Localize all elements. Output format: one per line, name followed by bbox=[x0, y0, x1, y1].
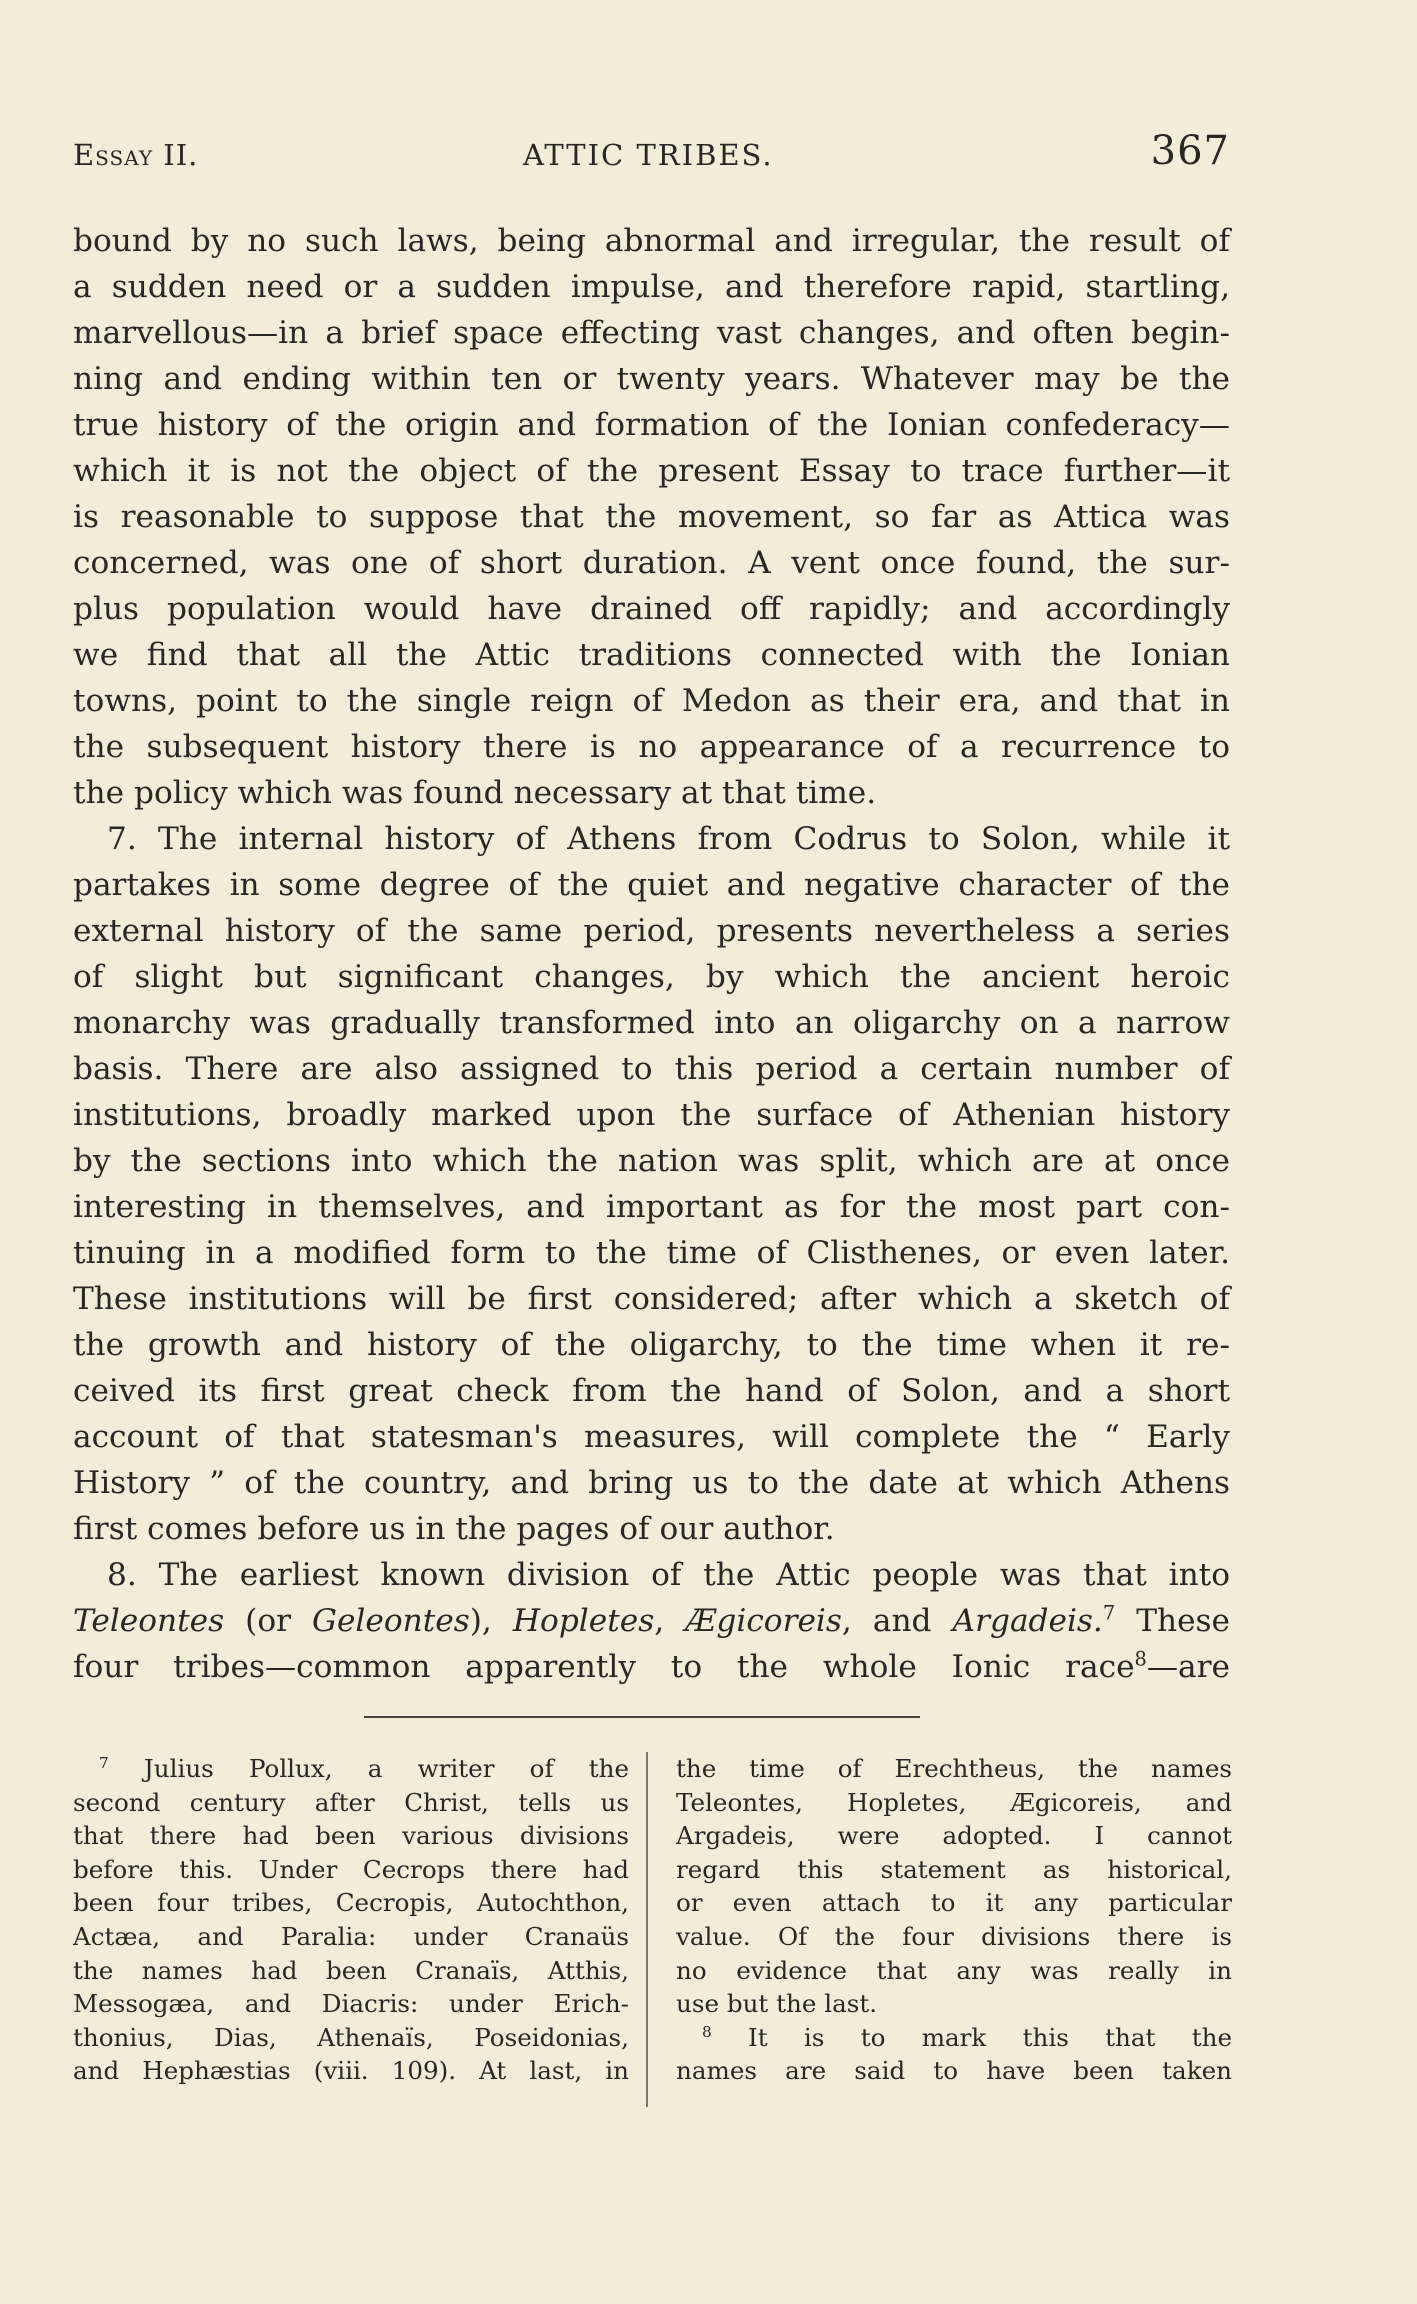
text-line: a sudden need or a sudden impulse, and therefore rapid, startling, bbox=[73, 269, 1230, 305]
text-line: external history of the same period, presents nevertheless a series bbox=[73, 913, 1230, 949]
text-line: the subsequent history there is no appearance of a recurrence to bbox=[73, 729, 1230, 765]
text-line: the policy which was found necessary at that time. bbox=[73, 775, 877, 811]
footnote-column-left bbox=[73, 1752, 629, 2088]
footnote-column-divider bbox=[646, 1752, 648, 2107]
text-line: account of that statesman's measures, will complete the “ Early bbox=[73, 1419, 1230, 1455]
tribe-geleontes: Geleontes bbox=[312, 1603, 470, 1639]
text-line: bound by no such laws, being abnormal and irregular, the result of bbox=[73, 223, 1230, 259]
text-line: true history of the origin and formation of the Ionian confederacy— bbox=[73, 407, 1230, 443]
text-line: concerned, was one of short duration. A vent once found, the sur- bbox=[73, 545, 1230, 581]
text-fragment: four tribes—common apparently to the whole Ionic race bbox=[73, 1649, 1135, 1685]
text-fragment: (or bbox=[224, 1603, 313, 1639]
text-line-tribes bbox=[73, 1598, 1230, 1644]
chapter-title: ATTIC TRIBES. bbox=[523, 138, 774, 172]
footnote-7-line bbox=[73, 1752, 629, 1786]
footnote-ref-7[interactable]: 7 bbox=[1102, 1601, 1116, 1625]
text-line: ning and ending within ten or twenty years. Whatever may be the bbox=[73, 361, 1230, 397]
footnote-7-line: before this. Under Cecrops there had bbox=[73, 1854, 629, 1884]
footnote-7-line: the names had been Cranaïs, Atthis, bbox=[73, 1955, 629, 1985]
footnote-separator bbox=[364, 1716, 920, 1718]
essay-label: Essay II. bbox=[73, 138, 199, 172]
footnote-7-line: value. Of the four divisions there is bbox=[676, 1921, 1232, 1951]
tribe-hopletes: Hopletes bbox=[512, 1603, 655, 1639]
text-line: by the sections into which the nation was split, which are at once bbox=[73, 1143, 1230, 1179]
footnote-text: It is to mark this that the bbox=[748, 2022, 1232, 2052]
text-line: partakes in some degree of the quiet and negative character of the bbox=[73, 867, 1230, 903]
text-line: tinuing in a modified form to the time of Clisthenes, or even later. bbox=[73, 1235, 1230, 1271]
text-line: first comes before us in the pages of our author. bbox=[73, 1511, 835, 1547]
text-line: towns, point to the single reign of Medon as their era, and that in bbox=[73, 683, 1230, 719]
footnote-7-line: no evidence that any was really in bbox=[676, 1955, 1232, 1985]
footnote-7-line: that there had been various divisions bbox=[73, 1821, 629, 1851]
footnote-7-line: and Hephæstias (viii. 109). At last, in bbox=[73, 2056, 629, 2086]
footnote-7-line: Messogæa, and Diacris: under Erich- bbox=[73, 1989, 629, 2019]
footnote-text: Julius Pollux, a writer of the bbox=[143, 1754, 629, 1783]
text-line: marvellous—in a brief space effecting vast changes, and often begin- bbox=[73, 315, 1230, 351]
footnote-7-line: Argadeis, were adopted. I cannot bbox=[676, 1821, 1232, 1851]
text-line: the growth and history of the oligarchy, to the time when it re- bbox=[73, 1327, 1230, 1363]
section-8-start: 8. The earliest known division of the Attic people was that into bbox=[107, 1557, 1230, 1593]
footnote-7-line: regard this statement as historical, bbox=[676, 1854, 1232, 1884]
footnote-8-line bbox=[676, 2021, 1232, 2055]
footnote-marker-8: 8 bbox=[702, 2022, 712, 2041]
text-line: which it is not the object of the present Essay to trace further—it bbox=[73, 453, 1230, 489]
text-fragment: —are bbox=[1146, 1649, 1230, 1685]
text-line: plus population would have drained off rapidly; and accordingly bbox=[73, 591, 1230, 627]
text-line: institutions, broadly marked upon the surface of Athenian history bbox=[73, 1097, 1230, 1133]
text-fragment: , bbox=[654, 1603, 686, 1639]
footnote-7-line: Actæa, and Paralia: under Cranaüs bbox=[73, 1921, 629, 1951]
text-fragment: ), bbox=[469, 1603, 513, 1639]
text-line: These institutions will be first considered; after which a sketch of bbox=[73, 1281, 1230, 1317]
text-line: History ” of the country, and bring us to the date at which Athens bbox=[73, 1465, 1230, 1501]
running-head bbox=[73, 128, 1230, 178]
footnote-7-line: thonius, Dias, Athenaïs, Poseidonias, bbox=[73, 2022, 629, 2052]
text-fragment: , and bbox=[841, 1603, 953, 1639]
footnote-7-line: Teleontes, Hopletes, Ægicoreis, and bbox=[676, 1787, 1232, 1817]
footnote-7-line: use but the last. bbox=[676, 1989, 878, 2019]
text-line: monarchy was gradually transformed into an oligarchy on a narrow bbox=[73, 1005, 1230, 1041]
section-7-start: 7. The internal history of Athens from Codrus to Solon, while it bbox=[107, 821, 1230, 857]
main-text bbox=[73, 218, 1230, 1690]
text-line: interesting in themselves, and important as for the most part con- bbox=[73, 1189, 1230, 1225]
footnote-marker-7: 7 bbox=[99, 1753, 109, 1772]
text-line: we find that all the Attic traditions connected with the Ionian bbox=[73, 637, 1230, 673]
footnote-7-line: or even attach to it any particular bbox=[676, 1888, 1232, 1918]
footnote-7-line: been four tribes, Cecropis, Autochthon, bbox=[73, 1888, 629, 1918]
text-fragment: These bbox=[1115, 1603, 1231, 1639]
footnote-7-line: the time of Erechtheus, the names bbox=[676, 1754, 1232, 1783]
text-line: ceived its first great check from the hand of Solon, and a short bbox=[73, 1373, 1230, 1409]
page-number: 367 bbox=[1150, 128, 1230, 174]
footnote-ref-8[interactable]: 8 bbox=[1134, 1647, 1147, 1671]
tribe-teleontes: Teleontes bbox=[73, 1603, 225, 1639]
tribe-aegicoreis: Ægicoreis bbox=[685, 1603, 842, 1639]
tribe-argadeis: Argadeis. bbox=[952, 1603, 1103, 1639]
text-line bbox=[73, 1644, 1230, 1690]
text-line: of slight but significant changes, by which the ancient heroic bbox=[73, 959, 1230, 995]
text-line: is reasonable to suppose that the movement, so far as Attica was bbox=[73, 499, 1230, 535]
footnote-8-line: names are said to have been taken bbox=[676, 2056, 1232, 2086]
footnote-column-right bbox=[676, 1752, 1232, 2088]
text-line: basis. There are also assigned to this period a certain number of bbox=[73, 1051, 1230, 1087]
footnote-7-line: second century after Christ, tells us bbox=[73, 1787, 629, 1817]
